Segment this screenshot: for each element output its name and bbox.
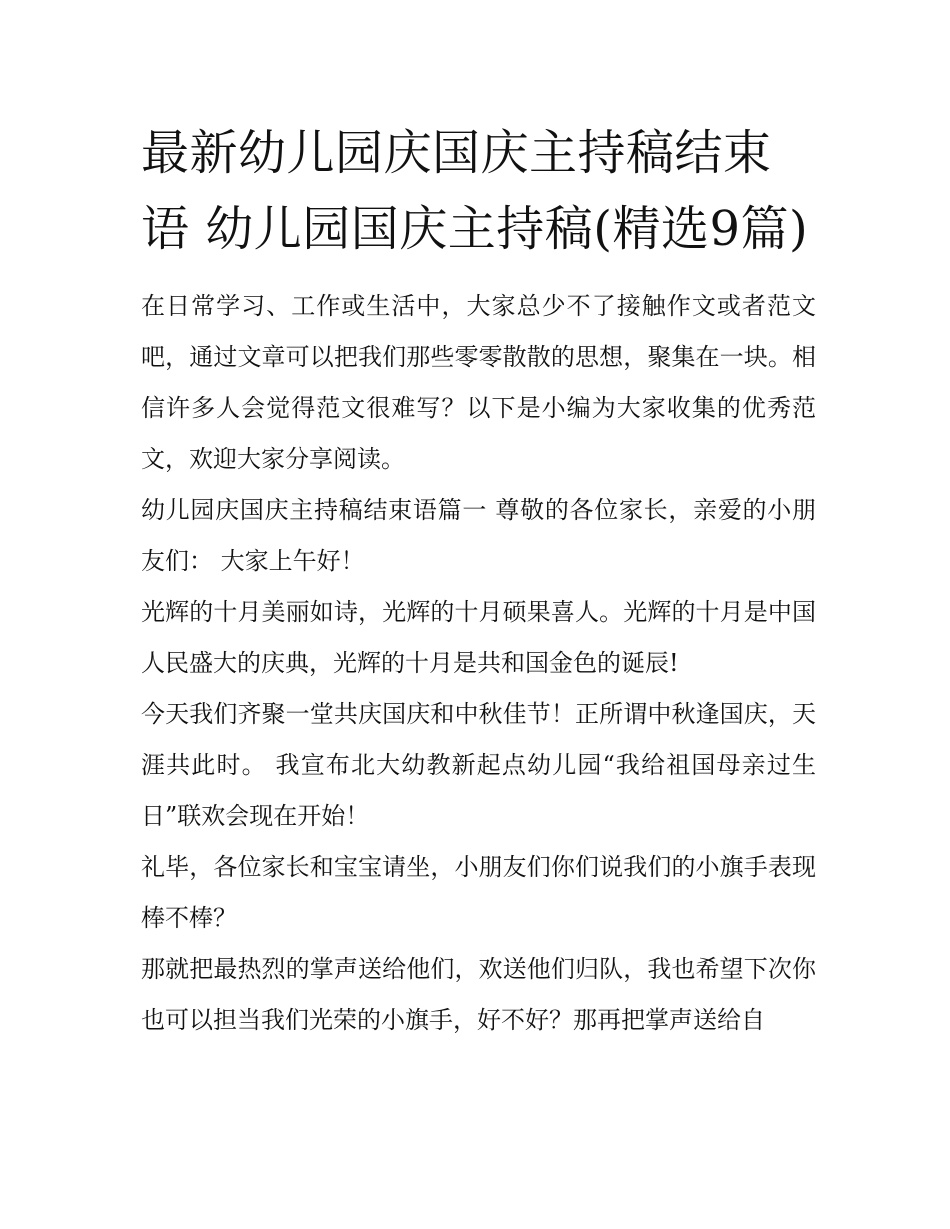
paragraph-greeting: 幼儿园庆国庆主持稿结束语篇一 尊敬的各位家长，亲爱的小朋友们： 大家上午好！ xyxy=(141,496,816,575)
paragraph-intro: 在日常学习、工作或生活中，大家总少不了接触作文或者范文吧，通过文章可以把我们那些零零散散的思想，聚集在一块。相信许多人会觉得范文很难写？以下是小编为大家收集的优秀范文，欢迎大家分享阅读。 xyxy=(141,292,816,473)
paragraph-flag-bearers: 礼毕，各位家长和宝宝请坐，小朋友们你们说我们的小旗手表现棒不棒？ xyxy=(141,853,816,932)
document-body xyxy=(141,115,816,1046)
paragraph-opening: 今天我们齐聚一堂共庆国庆和中秋佳节！正所谓中秋逢国庆，天涯共此时。 我宣布北大幼教新起点幼儿园“我给祖国母亲过生日”联欢会现在开始！ xyxy=(141,700,816,830)
paragraph-applause: 那就把最热烈的掌声送给他们，欢送他们归队，我也希望下次你也可以担当我们光荣的小旗手，好不好？那再把掌声送给自 xyxy=(141,955,816,1034)
paragraph-october: 光辉的十月美丽如诗，光辉的十月硕果喜人。光辉的十月是中国人民盛大的庆典，光辉的十月是共和国金色的诞辰! xyxy=(141,598,816,677)
document-title: 最新幼儿园庆国庆主持稿结束语 幼儿园国庆主持稿(精选9篇) xyxy=(141,125,809,257)
